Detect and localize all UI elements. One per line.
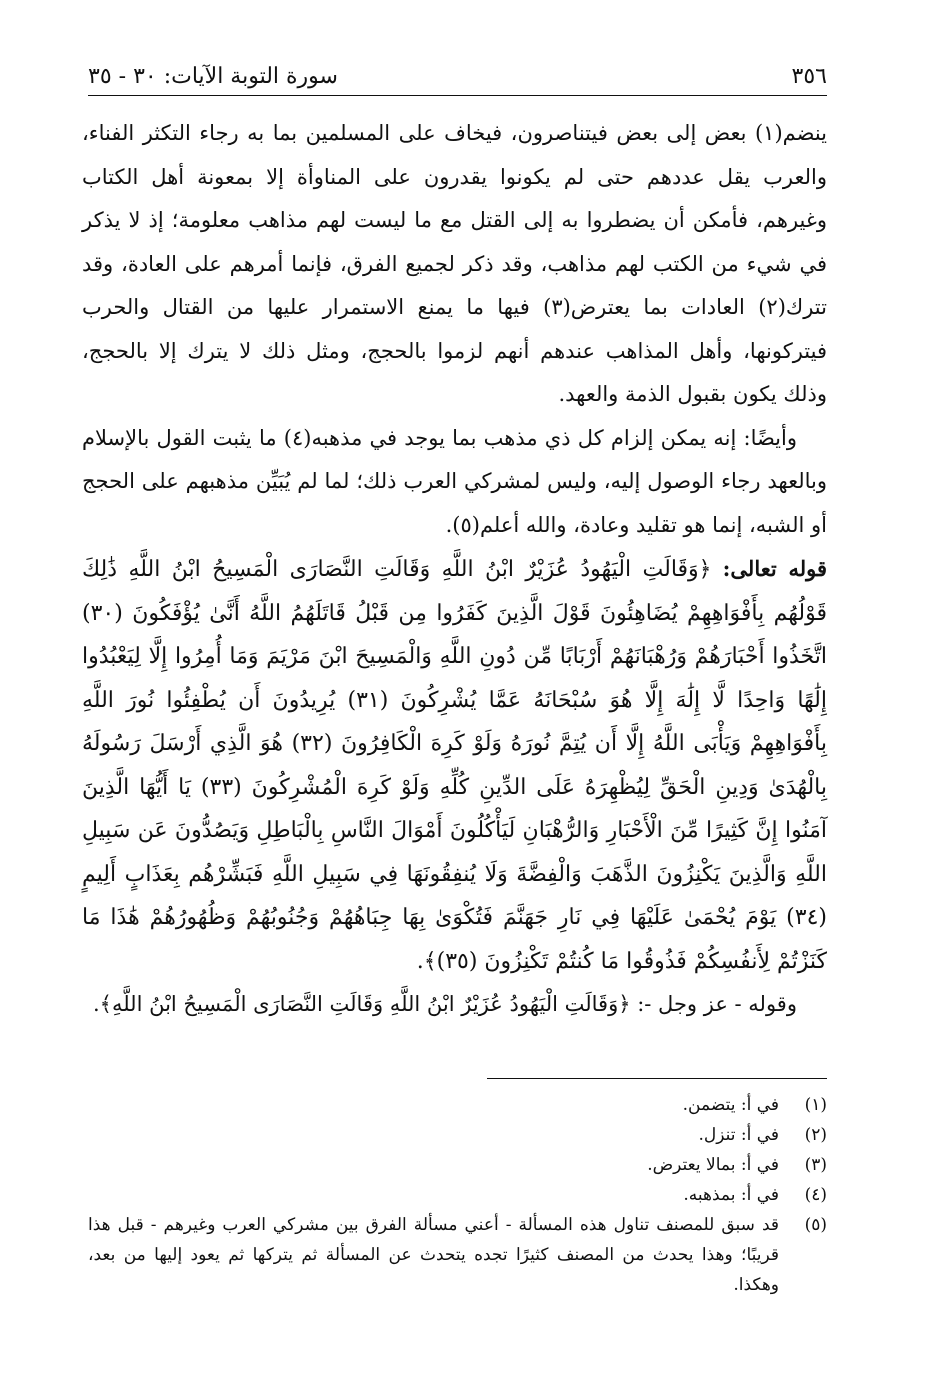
- footnote-text: في أ: بمذهبه.: [683, 1185, 779, 1205]
- footnote-number: (٤): [804, 1185, 827, 1205]
- footnote-number: (٣): [804, 1155, 827, 1175]
- verse-block: [82, 547, 827, 983]
- verse-label: قوله تعالى:: [722, 556, 827, 581]
- footnote-item: [88, 1150, 827, 1180]
- footnote-text: في أ: بمالا يعترض.: [647, 1155, 779, 1175]
- footnote-text: قد سبق للمصنف تناول هذه المسألة - أعني مسألة الفرق بين مشركي العرب وغيرهم - قبل هذا قريبًا؛ وهذا يحدث من المصنف كثيرًا تجده يتحدث عن المسألة ثم يتركها ثم يعود إليها من بعد، وهكذا.: [88, 1215, 779, 1295]
- footnote-number: (٥): [804, 1215, 827, 1235]
- footnote-text: في أ: تنزل.: [698, 1125, 779, 1145]
- page-number: ٣٥٦: [791, 63, 827, 89]
- main-text: [82, 112, 827, 1027]
- footnote-text: في أ: يتضمن.: [682, 1095, 779, 1115]
- quran-verses: ﴿وَقَالَتِ الْيَهُودُ عُزَيْرٌ ابْنُ اللَّهِ وَقَالَتِ النَّصَارَى الْمَسِيحُ ابْنُ اللَّهِ ذَٰلِكَ قَوْلُهُم بِأَفْوَاهِهِمْ يُضَاهِئُونَ قَوْلَ الَّذِينَ كَفَرُوا مِن قَبْلُ قَاتَلَهُمُ اللَّهُ أَنَّىٰ يُؤْفَكُونَ (٣٠) اتَّخَذُوا أَحْبَارَهُمْ وَرُهْبَانَهُمْ أَرْبَابًا مِّن دُونِ اللَّهِ وَالْمَسِيحَ ابْنَ مَرْيَمَ وَمَا أُمِرُوا إِلَّا لِيَعْبُدُوا إِلَٰهًا وَاحِدًا لَّا إِلَٰهَ إِلَّا هُوَ سُبْحَانَهُ عَمَّا يُشْرِكُونَ (٣١) يُرِيدُونَ أَن يُطْفِئُوا نُورَ اللَّهِ بِأَفْوَاهِهِمْ وَيَأْبَى اللَّهُ إِلَّا أَن يُتِمَّ نُورَهُ وَلَوْ كَرِهَ الْكَافِرُونَ (٣٢) هُوَ الَّذِي أَرْسَلَ رَسُولَهُ بِالْهُدَىٰ وَدِينِ الْحَقِّ لِيُظْهِرَهُ عَلَى الدِّينِ كُلِّهِ وَلَوْ كَرِهَ الْمُشْرِكُونَ (٣٣) يَا أَيُّهَا الَّذِينَ آمَنُوا إِنَّ كَثِيرًا مِّنَ الْأَحْبَارِ وَالرُّهْبَانِ لَيَأْكُلُونَ أَمْوَالَ النَّاسِ بِالْبَاطِلِ وَيَصُدُّونَ عَن سَبِيلِ اللَّهِ وَالَّذِينَ يَكْنِزُونَ الذَّهَبَ وَالْفِضَّةَ وَلَا يُنفِقُونَهَا فِي سَبِيلِ اللَّهِ فَبَشِّرْهُم بِعَذَابٍ أَلِيمٍ (٣٤) يَوْمَ يُحْمَىٰ عَلَيْهَا فِي نَارِ جَهَنَّمَ فَتُكْوَىٰ بِهَا جِبَاهُهُمْ وَجُنُوبُهُمْ وَظُهُورُهُمْ هَٰذَا مَا كَنَزْتُمْ لِأَنفُسِكُمْ فَذُوقُوا مَا كُنتُمْ تَكْنِزُونَ (٣٥)﴾.: [82, 557, 827, 974]
- footnotes: [88, 1090, 827, 1300]
- footnote-item: [88, 1090, 827, 1120]
- paragraph-2: وأيضًا: إنه يمكن إلزام كل ذي مذهب بما يوجد في مذهبه(٤) ما يثبت القول بالإسلام وبالعهد رجاء الوصول إليه، وليس لمشركي العرب ذلك؛ لما لم يُبَيِّن مذهبهم على الحجج أو الشبه، إنما هو تقليد وعادة، والله أعلم(٥).: [82, 425, 827, 537]
- header-rule: [88, 95, 827, 96]
- footnote-number: (١): [804, 1095, 827, 1115]
- page-header: [88, 58, 827, 94]
- commentary-paragraph: وقوله - عز وجل -: ﴿وَقَالَتِ الْيَهُودُ عُزَيْرٌ ابْنُ اللَّهِ وَقَالَتِ النَّصَارَى الْمَسِيحُ ابْنُ اللَّهِ﴾.: [92, 992, 797, 1016]
- running-title: سورة التوبة الآيات: ٣٠ - ٣٥: [88, 63, 338, 89]
- footnote-number: (٢): [804, 1125, 827, 1145]
- footnote-separator: [487, 1078, 827, 1079]
- paragraph-1: ينضم(١) بعض إلى بعض فيتناصرون، فيخاف على المسلمين بما به رجاء التكثر الفناء، والعرب يقل عددهم حتى لم يكونوا يقدرون على المناوأة إلا بمعونة أهل الكتاب وغيرهم، فأمكن أن يضطروا به إلى القتل مع ما ليست لهم مذاهب معلومة؛ إذ لا يذكر في شيء من الكتب لهم مذاهب، وقد ذكر لجميع الفرق، فإنما أمرهم على العادة، وقد تترك(٢) العادات بما يعترض(٣) فيها ما يمنع الاستمرار عليها من القتال والحرب فيتركونها، وأهل المذاهب عندهم أنهم لزموا بالحجج، ومثل ذلك لا يترك إلا بالحجج، وذلك يكون بقبول الذمة والعهد.: [82, 121, 827, 406]
- footnote-item: [88, 1210, 827, 1300]
- footnote-item: [88, 1120, 827, 1150]
- footnote-item: [88, 1180, 827, 1210]
